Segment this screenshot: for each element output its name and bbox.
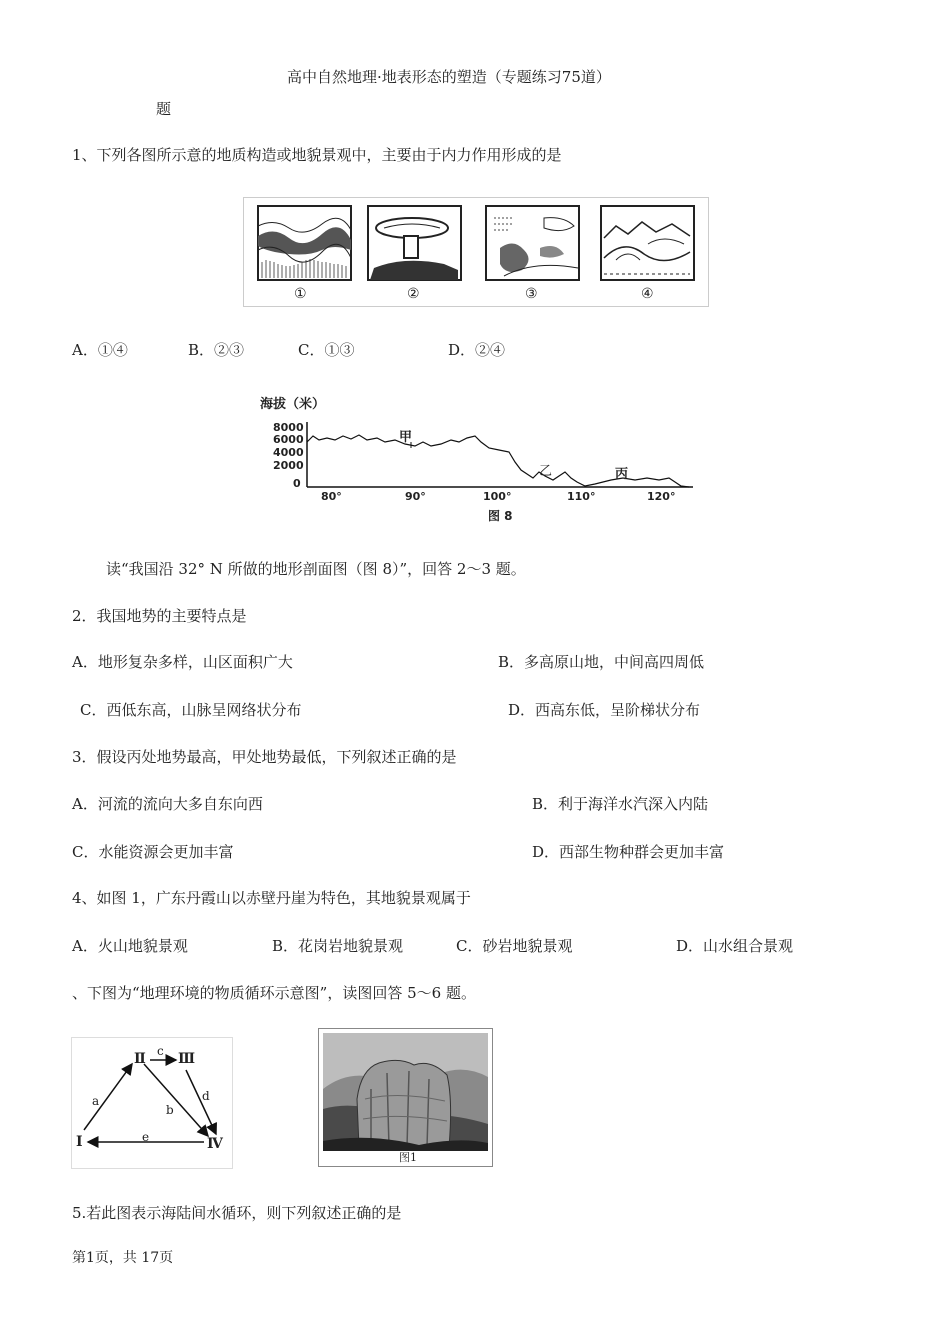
profile-ytick-4000: 4000 <box>273 446 304 459</box>
profile-ytick-6000: 6000 <box>273 433 304 446</box>
q4-option-c: C．砂岩地貌景观 <box>456 937 573 955</box>
question-2-stem: 2．我国地势的主要特点是 <box>72 607 247 625</box>
q1-figure-sketches <box>244 198 708 306</box>
profile-point-jia: 甲 <box>399 430 413 445</box>
q1-figure-panel <box>243 197 709 307</box>
terrain-profile-figure <box>255 392 705 527</box>
q1-fig-label-1: ① <box>294 286 307 302</box>
questions-2-3-intro: 读“我国沿 32° N 所做的地形剖面图（图 8）”，回答 2～3 题。 <box>106 560 526 578</box>
q3-option-c: C．水能资源会更加丰富 <box>72 843 234 861</box>
q2-option-d: D．西高东低，呈阶梯状分布 <box>508 701 701 719</box>
q1-option-a: A．①④ <box>72 341 128 359</box>
q1-option-b: B．②③ <box>188 341 245 359</box>
material-cycle-diagram <box>71 1037 233 1169</box>
q3-option-b: B．利于海洋水汽深入内陆 <box>532 795 709 813</box>
photo-caption: 图1 <box>399 1151 417 1164</box>
profile-point-yi: 乙 <box>539 464 553 479</box>
danxia-photo <box>319 1029 492 1166</box>
page-subtitle: 题 <box>156 100 172 118</box>
q3-option-a: A．河流的流向大多自东向西 <box>72 795 263 813</box>
cycle-node-1: Ⅰ <box>76 1134 83 1150</box>
profile-ylabel: 海拔（米） <box>260 397 326 412</box>
q4-option-b: B．花岗岩地貌景观 <box>272 937 404 955</box>
profile-xtick-90: 90° <box>405 490 426 503</box>
cycle-arrow-label-e: e <box>142 1130 150 1144</box>
profile-xtick-80: 80° <box>321 490 342 503</box>
page-title: 高中自然地理·地表形态的塑造（专题练习75道） <box>287 68 611 86</box>
page-number: 第1页，共 17页 <box>72 1250 174 1266</box>
q1-option-c: C．①③ <box>298 341 355 359</box>
questions-5-6-intro: 、下图为“地理环境的物质循环示意图”，读图回答 5～6 题。 <box>72 984 476 1002</box>
q2-option-b: B．多高原山地，中间高四周低 <box>498 653 705 671</box>
q1-fig-label-2: ② <box>407 286 420 302</box>
question-3-stem: 3．假设丙处地势最高，甲处地势最低，下列叙述正确的是 <box>72 748 457 766</box>
profile-ytick-8000: 8000 <box>273 421 304 434</box>
profile-point-bing: 丙 <box>615 467 629 482</box>
profile-xtick-100: 100° <box>483 490 512 503</box>
danxia-photo-frame <box>318 1028 493 1167</box>
q1-option-d: D．②④ <box>448 341 506 359</box>
cycle-node-2: Ⅱ <box>134 1051 146 1067</box>
q4-option-d: D．山水组合景观 <box>676 937 794 955</box>
q3-option-d: D．西部生物种群会更加丰富 <box>532 843 725 861</box>
cycle-node-3: Ⅲ <box>178 1051 196 1067</box>
cycle-arrow-label-c: c <box>157 1044 164 1058</box>
profile-ytick-2000: 2000 <box>273 459 304 472</box>
profile-xtick-110: 110° <box>567 490 596 503</box>
question-1-stem: 1、下列各图所示意的地质构造或地貌景观中，主要由于内力作用形成的是 <box>72 146 562 164</box>
cycle-node-4: Ⅳ <box>207 1136 223 1152</box>
cycle-arrow-label-b: b <box>166 1103 174 1117</box>
profile-xtick-120: 120° <box>647 490 676 503</box>
question-4-stem: 4、如图 1，广东丹霞山以赤壁丹崖为特色，其地貌景观属于 <box>72 889 471 907</box>
q2-option-c: C．西低东高，山脉呈网络状分布 <box>80 701 302 719</box>
q1-fig-label-4: ④ <box>641 286 654 302</box>
profile-ytick-0: 0 <box>293 477 301 490</box>
q2-option-a: A．地形复杂多样，山区面积广大 <box>72 653 293 671</box>
q4-option-a: A．火山地貌景观 <box>72 937 188 955</box>
profile-caption: 图 8 <box>488 509 513 523</box>
question-5-stem: 5.若此图表示海陆间水循环，则下列叙述正确的是 <box>72 1204 402 1222</box>
profile-plot <box>255 392 705 502</box>
cycle-arrow-label-d: d <box>202 1089 210 1103</box>
cycle-arrow-label-a: a <box>92 1094 100 1108</box>
q1-fig-label-3: ③ <box>525 286 538 302</box>
